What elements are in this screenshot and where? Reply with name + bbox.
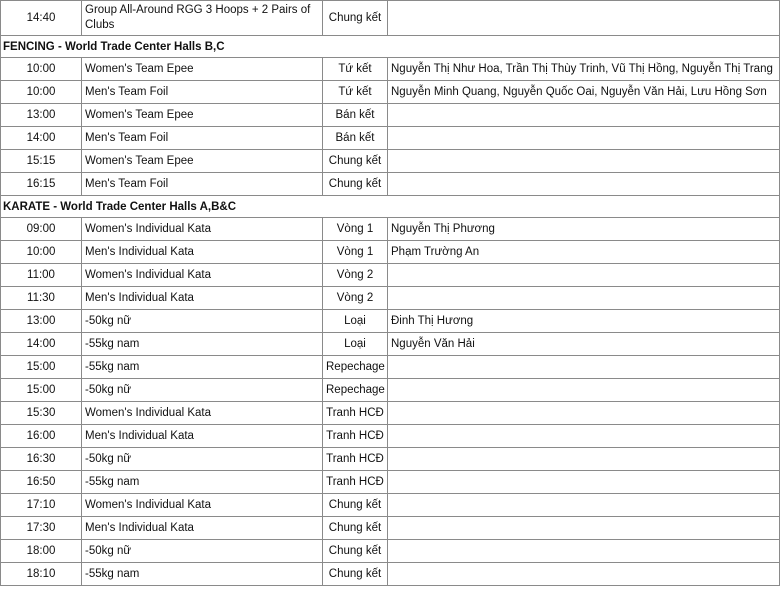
event-cell: Women's Individual Kata bbox=[82, 218, 323, 241]
event-cell: Women's Team Epee bbox=[82, 58, 323, 81]
event-cell: -55kg nam bbox=[82, 356, 323, 379]
time-cell: 14:40 bbox=[1, 1, 82, 36]
round-cell: Vòng 2 bbox=[323, 287, 388, 310]
round-cell: Loại bbox=[323, 333, 388, 356]
athletes-cell bbox=[388, 264, 780, 287]
athletes-cell bbox=[388, 173, 780, 196]
round-cell: Repechage bbox=[323, 379, 388, 402]
round-cell: Chung kết bbox=[323, 1, 388, 36]
athletes-cell bbox=[388, 425, 780, 448]
athletes-cell: Đinh Thị Hương bbox=[388, 310, 780, 333]
section-title: KARATE - World Trade Center Halls A,B&C bbox=[1, 196, 780, 218]
time-cell: 15:15 bbox=[1, 150, 82, 173]
time-cell: 17:30 bbox=[1, 517, 82, 540]
table-row bbox=[1, 287, 780, 310]
table-row bbox=[1, 81, 780, 104]
time-cell: 18:00 bbox=[1, 540, 82, 563]
time-cell: 17:10 bbox=[1, 494, 82, 517]
round-cell: Chung kết bbox=[323, 517, 388, 540]
event-cell: -55kg nam bbox=[82, 471, 323, 494]
event-cell: Men's Team Foil bbox=[82, 81, 323, 104]
event-cell: Men's Team Foil bbox=[82, 127, 323, 150]
event-cell: -50kg nữ bbox=[82, 540, 323, 563]
athletes-cell: Nguyễn Minh Quang, Nguyễn Quốc Oai, Nguyễn Văn Hải, Lưu Hồng Sơn bbox=[388, 81, 780, 104]
event-cell: Women's Individual Kata bbox=[82, 264, 323, 287]
table-row bbox=[1, 356, 780, 379]
time-cell: 10:00 bbox=[1, 58, 82, 81]
time-cell: 14:00 bbox=[1, 127, 82, 150]
athletes-cell bbox=[388, 1, 780, 36]
round-cell: Vòng 1 bbox=[323, 218, 388, 241]
round-cell: Tranh HCĐ bbox=[323, 448, 388, 471]
event-cell: -50kg nữ bbox=[82, 448, 323, 471]
time-cell: 13:00 bbox=[1, 104, 82, 127]
event-cell: Men's Team Foil bbox=[82, 173, 323, 196]
round-cell: Vòng 2 bbox=[323, 264, 388, 287]
table-row bbox=[1, 540, 780, 563]
event-cell: -50kg nữ bbox=[82, 310, 323, 333]
athletes-cell bbox=[388, 448, 780, 471]
athletes-cell bbox=[388, 494, 780, 517]
time-cell: 11:00 bbox=[1, 264, 82, 287]
round-cell: Repechage bbox=[323, 356, 388, 379]
athletes-cell: Nguyễn Thị Phương bbox=[388, 218, 780, 241]
table-row bbox=[1, 333, 780, 356]
section-title: FENCING - World Trade Center Halls B,C bbox=[1, 36, 780, 58]
athletes-cell bbox=[388, 471, 780, 494]
event-cell: -50kg nữ bbox=[82, 379, 323, 402]
time-cell: 15:00 bbox=[1, 356, 82, 379]
athletes-cell bbox=[388, 104, 780, 127]
athletes-cell bbox=[388, 379, 780, 402]
time-cell: 16:00 bbox=[1, 425, 82, 448]
time-cell: 15:30 bbox=[1, 402, 82, 425]
table-row bbox=[1, 104, 780, 127]
time-cell: 10:00 bbox=[1, 241, 82, 264]
time-cell: 11:30 bbox=[1, 287, 82, 310]
round-cell: Tranh HCĐ bbox=[323, 425, 388, 448]
table-row bbox=[1, 517, 780, 540]
event-cell: Women's Individual Kata bbox=[82, 494, 323, 517]
round-cell: Tranh HCĐ bbox=[323, 402, 388, 425]
round-cell: Chung kết bbox=[323, 150, 388, 173]
section-header-row bbox=[1, 196, 780, 218]
athletes-cell: Phạm Trường An bbox=[388, 241, 780, 264]
event-cell: Women's Team Epee bbox=[82, 104, 323, 127]
time-cell: 16:50 bbox=[1, 471, 82, 494]
time-cell: 09:00 bbox=[1, 218, 82, 241]
event-cell: -55kg nam bbox=[82, 333, 323, 356]
table-row bbox=[1, 471, 780, 494]
event-cell: Men's Individual Kata bbox=[82, 287, 323, 310]
event-cell: Men's Individual Kata bbox=[82, 241, 323, 264]
time-cell: 14:00 bbox=[1, 333, 82, 356]
table-row bbox=[1, 1, 780, 36]
round-cell: Chung kết bbox=[323, 173, 388, 196]
round-cell: Tứ kết bbox=[323, 58, 388, 81]
athletes-cell bbox=[388, 127, 780, 150]
table-row bbox=[1, 494, 780, 517]
schedule-body bbox=[1, 1, 780, 586]
athletes-cell bbox=[388, 540, 780, 563]
table-row bbox=[1, 264, 780, 287]
table-row bbox=[1, 127, 780, 150]
round-cell: Tứ kết bbox=[323, 81, 388, 104]
event-cell: Men's Individual Kata bbox=[82, 517, 323, 540]
event-cell: Women's Individual Kata bbox=[82, 402, 323, 425]
athletes-cell: Nguyễn Văn Hải bbox=[388, 333, 780, 356]
time-cell: 15:00 bbox=[1, 379, 82, 402]
athletes-cell bbox=[388, 356, 780, 379]
athletes-cell bbox=[388, 287, 780, 310]
time-cell: 10:00 bbox=[1, 81, 82, 104]
table-row bbox=[1, 241, 780, 264]
event-cell: Men's Individual Kata bbox=[82, 425, 323, 448]
time-cell: 13:00 bbox=[1, 310, 82, 333]
table-row bbox=[1, 218, 780, 241]
round-cell: Loại bbox=[323, 310, 388, 333]
athletes-cell bbox=[388, 150, 780, 173]
athletes-cell bbox=[388, 517, 780, 540]
table-row bbox=[1, 173, 780, 196]
table-row bbox=[1, 379, 780, 402]
table-row bbox=[1, 58, 780, 81]
time-cell: 16:30 bbox=[1, 448, 82, 471]
time-cell: 18:10 bbox=[1, 563, 82, 586]
athletes-cell: Nguyễn Thị Như Hoa, Trần Thị Thùy Trinh, Vũ Thị Hồng, Nguyễn Thị Trang bbox=[388, 58, 780, 81]
event-cell: Group All-Around RGG 3 Hoops + 2 Pairs of Clubs bbox=[82, 1, 323, 36]
round-cell: Bán kết bbox=[323, 104, 388, 127]
table-row bbox=[1, 310, 780, 333]
round-cell: Bán kết bbox=[323, 127, 388, 150]
section-header-row bbox=[1, 36, 780, 58]
table-row bbox=[1, 425, 780, 448]
table-row bbox=[1, 150, 780, 173]
round-cell: Chung kết bbox=[323, 494, 388, 517]
athletes-cell bbox=[388, 563, 780, 586]
round-cell: Chung kết bbox=[323, 540, 388, 563]
table-row bbox=[1, 448, 780, 471]
round-cell: Tranh HCĐ bbox=[323, 471, 388, 494]
event-cell: Women's Team Epee bbox=[82, 150, 323, 173]
time-cell: 16:15 bbox=[1, 173, 82, 196]
round-cell: Vòng 1 bbox=[323, 241, 388, 264]
table-row bbox=[1, 563, 780, 586]
athletes-cell bbox=[388, 402, 780, 425]
table-row bbox=[1, 402, 780, 425]
event-cell: -55kg nam bbox=[82, 563, 323, 586]
round-cell: Chung kết bbox=[323, 563, 388, 586]
